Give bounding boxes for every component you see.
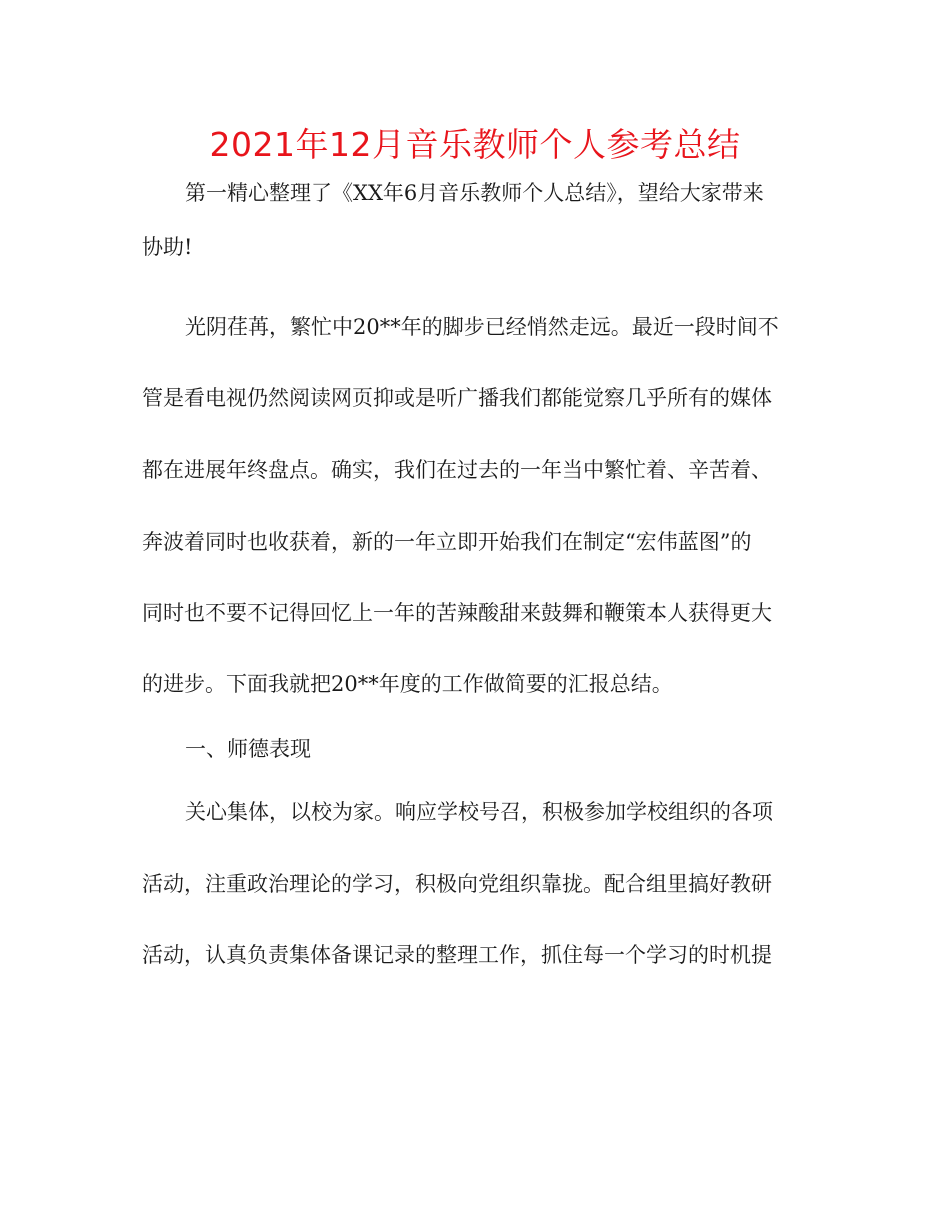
body-line: 奔波着同时也收获着，新的一年立即开始我们在制定“宏伟蓝图”的 — [142, 530, 752, 554]
body-line: 关心集体，以校为家。响应学校号召，积极参加学校组织的各项 — [185, 800, 773, 824]
body-line: 第一精心整理了《XX年6月音乐教师个人总结》，望给大家带来 — [185, 181, 764, 205]
body-line: 光阴荏苒，繁忙中20**年的脚步已经悄然走远。最近一段时间不 — [185, 315, 779, 339]
section-heading: 一、师德表现 — [185, 737, 311, 761]
body-line: 的进步。下面我就把20**年度的工作做简要的汇报总结。 — [142, 672, 673, 696]
body-line: 协助! — [142, 235, 193, 259]
body-line: 管是看电视仍然阅读网页抑或是听广播我们都能觉察几乎所有的媒体 — [142, 386, 772, 410]
body-line: 都在进展年终盘点。确实，我们在过去的一年当中繁忙着、辛苦着、 — [142, 458, 772, 482]
body-line: 活动，认真负责集体备课记录的整理工作，抓住每一个学习的时机提 — [142, 943, 772, 967]
document-title: 2021年12月音乐教师个人参考总结 — [209, 125, 741, 164]
body-line: 同时也不要不记得回忆上一年的苦辣酸甜来鼓舞和鞭策本人获得更大 — [142, 601, 772, 625]
body-line: 活动，注重政治理论的学习，积极向党组织靠拢。配合组里搞好教研 — [142, 872, 772, 896]
